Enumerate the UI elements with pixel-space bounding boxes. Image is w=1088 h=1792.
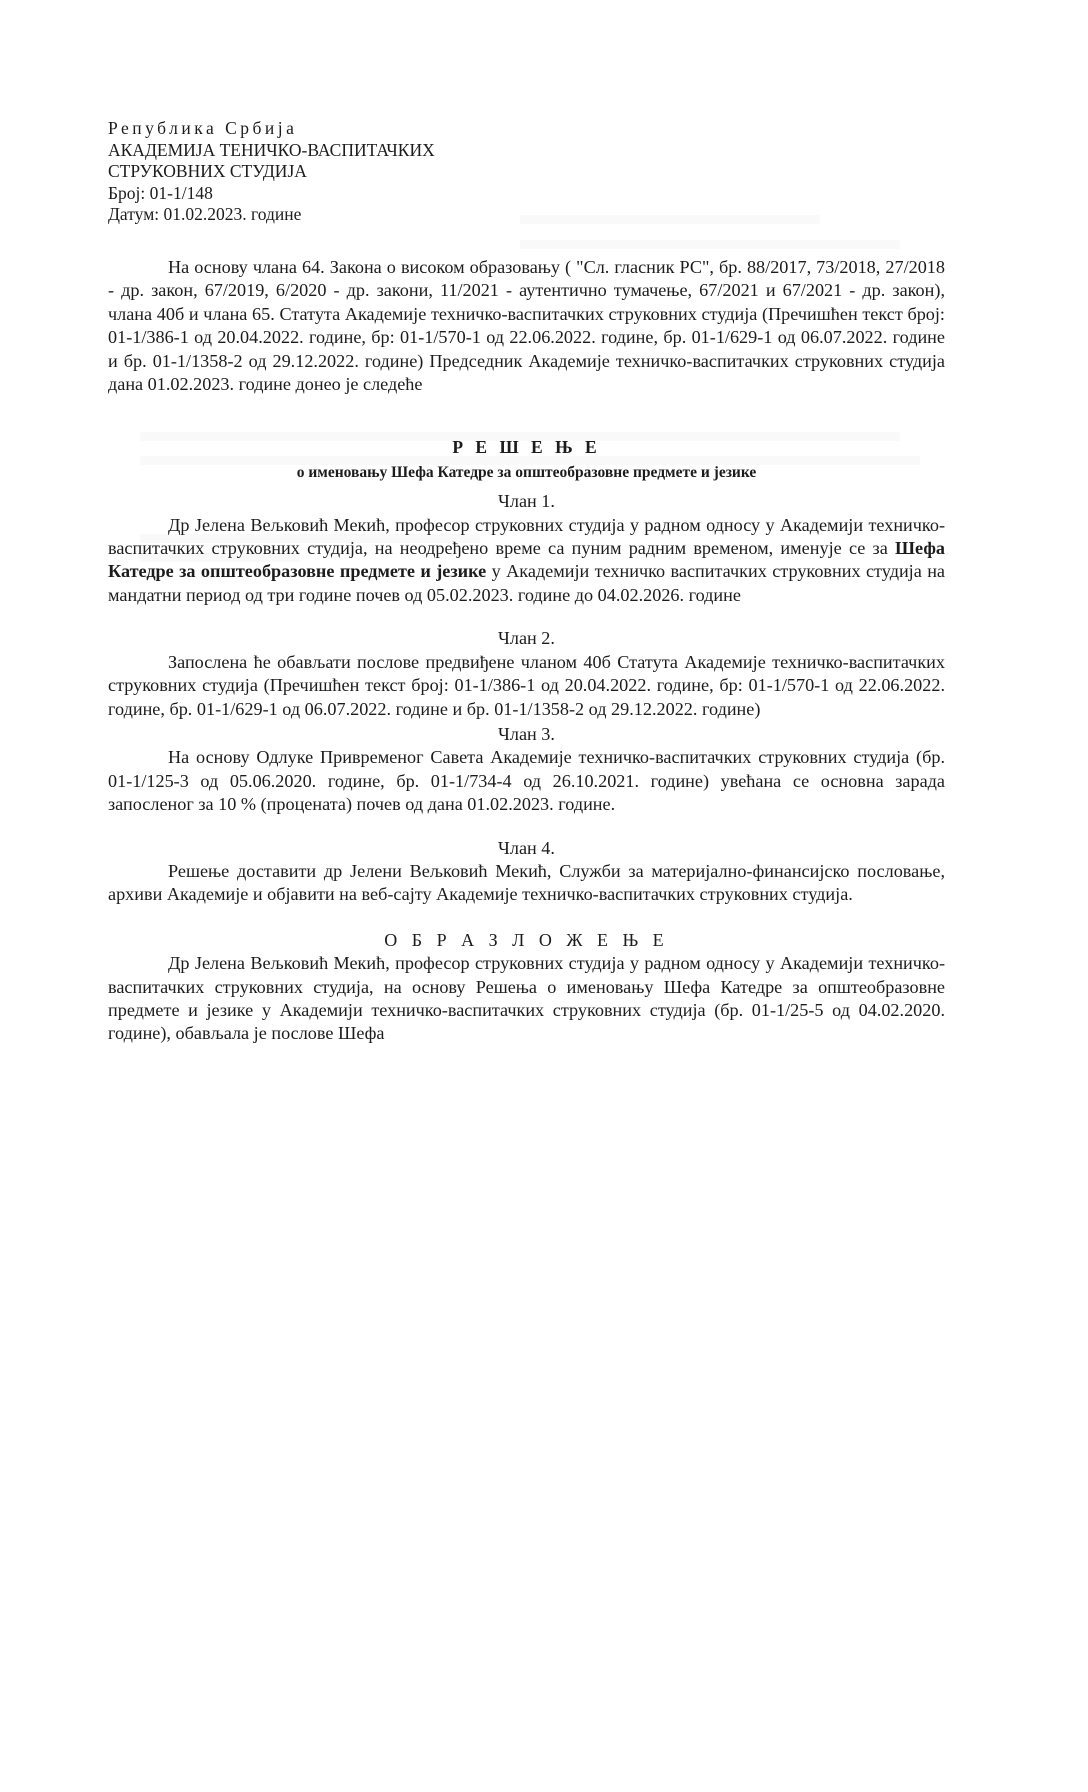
institution-name-line1: АКАДЕМИЈА ТЕНИЧКО-ВАСПИТАЧКИХ (108, 139, 435, 160)
article-1-text-start: Др Јелена Вељковић Мекић, професор струковних студија у радном односу у Академији техничко-васпитачких струковних студија, на неодређено време са пуним радним временом, именује се за (108, 514, 945, 559)
document-header (108, 118, 435, 226)
article-1-position-title: Шефа Катедре за општеобразовне предмете и језике (108, 538, 945, 582)
document-date: Датум: 01.02.2023. године (108, 204, 302, 224)
preamble-paragraph: На основу члана 64. Закона о високом образовању ( "Сл. гласник РС", бр. 88/2017, 73/2018, 27/2018 - др. закон, 67/2019, 6/2020 - др. закони, 11/2021 - аутентично тумачење, 67/2021 и 67/2021 - др. закон), члана 40б и члана 65. Статута Академије техничко-васпитачких струковних студија (Пречишћен текст број: 01-1/386-1 од 20.04.2022. године, бр: 01-1/570-1 од 22.06.2022. године, бр. 01-1/629-1 од 06.07.2022. године и бр. 01-1/1358-2 од 29.12.2022. године) Председник Академије техничко-васпитачких струковних студија дана 01.02.2023. године донео је следеће (108, 257, 945, 395)
article-1-heading: Члан 1. (498, 491, 555, 512)
document-body (108, 256, 945, 1046)
article-1-text (108, 514, 945, 608)
scan-artifact (520, 240, 900, 249)
article-2-text: Запослена ће обављати послове предвиђене чланом 40б Статута Академије техничко-васпитачких струковних студија (Пречишћен текст број: 01-1/386-1 од 20.04.2022. године, бр: 01-1/570-1 од 22.06.2022. године, бр. 01-1/629-1 од 06.07.2022. године и бр. 01-1/1358-2 од 29.12.2022. године) (108, 651, 945, 719)
country-name: Република Србија (108, 118, 298, 138)
institution-name-line2: СТРУКОВНИХ СТУДИЈА (108, 161, 307, 181)
document-number: Број: 01-1/148 (108, 182, 213, 203)
article-4-heading: Члан 4. (498, 837, 555, 858)
explanation-title: О Б Р А З Л О Ж Е Њ Е (384, 929, 669, 950)
decision-subtitle: о именовању Шефа Катедре за општеобразовне предмете и језике (296, 463, 757, 481)
article-4-text: Решење доставити др Јелени Вељковић Мекић, Служби за материјално-финансијско пословање, архиви Академије и објавити на веб-сајту Академије техничко-васпитачких струковних студија. (108, 860, 945, 905)
decision-title: Р Е Ш Е Њ Е (452, 437, 601, 458)
article-3-text: На основу Одлуке Привременог Савета Академије техничко-васпитачких струковних студија (бр. 01-1/125-3 од 05.06.2020. године, бр. 01-1/734-4 од 26.10.2021. године) увећана се основна зарада запосленог за 10 % (процената) почев од дана 01.02.2023. године. (108, 747, 945, 815)
article-1-text-end: у Академији техничко васпитачких струковних студија на мандатни период од три године почев од 05.02.2023. године до 04.02.2026. године (108, 561, 946, 605)
scan-artifact (520, 215, 820, 224)
explanation-text: Др Јелена Вељковић Мекић, професор струковних студија у радном односу у Академији техничко-васпитачких струковних студија, на основу Решења о именовању Шефа Катедре за општеобразовне предмете и језике у Академији техничко-васпитачких струковних студија (бр. 01-1/25-5 од 04.02.2020. године), обављала је послове Шефа (108, 953, 945, 1044)
article-3-heading: Члан 3. (498, 723, 555, 744)
article-2-heading: Члан 2. (498, 628, 555, 649)
